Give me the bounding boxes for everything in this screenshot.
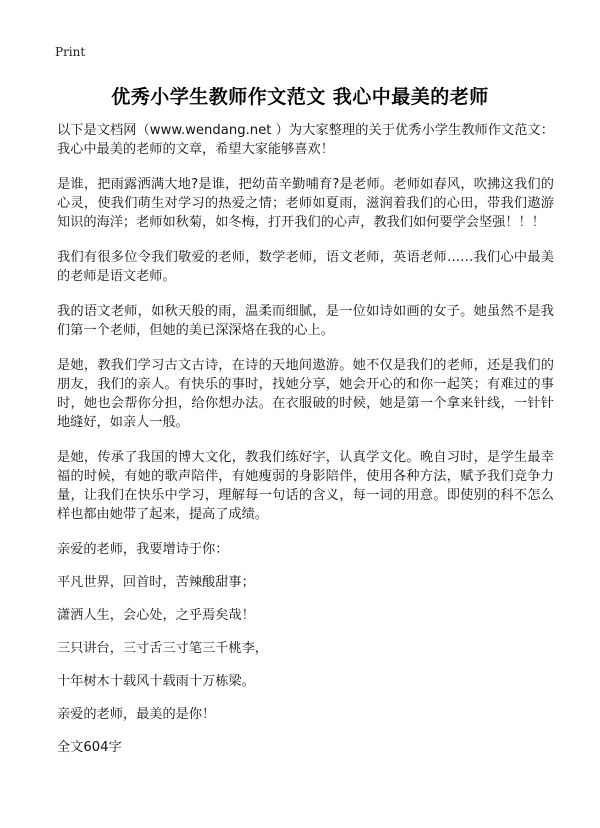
word-count: 全文604字 xyxy=(57,740,122,755)
article-paragraph: 我的语文老师，如秋天般的雨，温柔而细腻，是一位如诗如画的女子。她虽然不是我们第一个老师，但她的美已深深烙在我的心上。 xyxy=(57,304,554,338)
article-paragraph: 是她，传承了我国的博大文化，教我们练好字，认真学文化。晚自习时，是学生最幸福的时候，有她的歌声陪伴，有她瘦弱的身影陪伴，使用各种方法，赋予我们竞争力量，让我们在快乐中学习，理解每一句话的含义，每一词的用意。即使别的科不怎么样也都由她带了起来，提高了成绩。 xyxy=(57,450,554,522)
poem-line: 潇洒人生，会心处，之乎焉矣哉！ xyxy=(57,608,255,623)
print-link[interactable]: Print xyxy=(55,45,86,59)
poem-line: 平凡世界，回首时，苦辣酸甜事； xyxy=(57,575,255,590)
article-body xyxy=(57,121,554,771)
article-paragraph: 是她，教我们学习古文古诗，在诗的天地间遨游。她不仅是我们的老师，还是我们的朋友，我们的亲人。有快乐的事时，找她分享，她会开心的和你一起笑；有难过的事时，她也会帮你分担，给你想办法。在衣服破的时候，她是第一个拿来针线，一针针地缝好，如亲人一般。 xyxy=(57,358,554,430)
page-title: 优秀小学生教师作文范文 我心中最美的老师 xyxy=(111,86,489,108)
poem-line: 十年树木十载风十载雨十万栋梁。 xyxy=(57,674,255,689)
article-paragraph-intro: 以下是文档网（www.wendang.net ）为大家整理的关于优秀小学生教师作文范文：我心中最美的老师的文章，希望大家能够喜欢！ xyxy=(57,123,554,157)
article-paragraph: 是谁，把雨露洒满大地?是谁，把幼苗辛勤哺育?是老师。老师如春风，吹拂这我们的心灵，使我们萌生对学习的热爱之情；老师如夏雨，滋润着我们的心田，带我们遨游知识的海洋；老师如秋菊，如冬梅，打开我们的心声，教我们如何要学会坚强！！！ xyxy=(57,177,554,230)
closing-line: 亲爱的老师，最美的是你！ xyxy=(57,707,216,722)
poem-intro-line: 亲爱的老师，我要增诗于你： xyxy=(57,542,229,557)
poem-line: 三只讲台，三寸舌三寸笔三千桃李， xyxy=(57,641,268,656)
article-paragraph: 我们有很多位令我们敬爱的老师，数学老师，语文老师，英语老师……我们心中最美的老师是语文老师。 xyxy=(57,250,554,284)
